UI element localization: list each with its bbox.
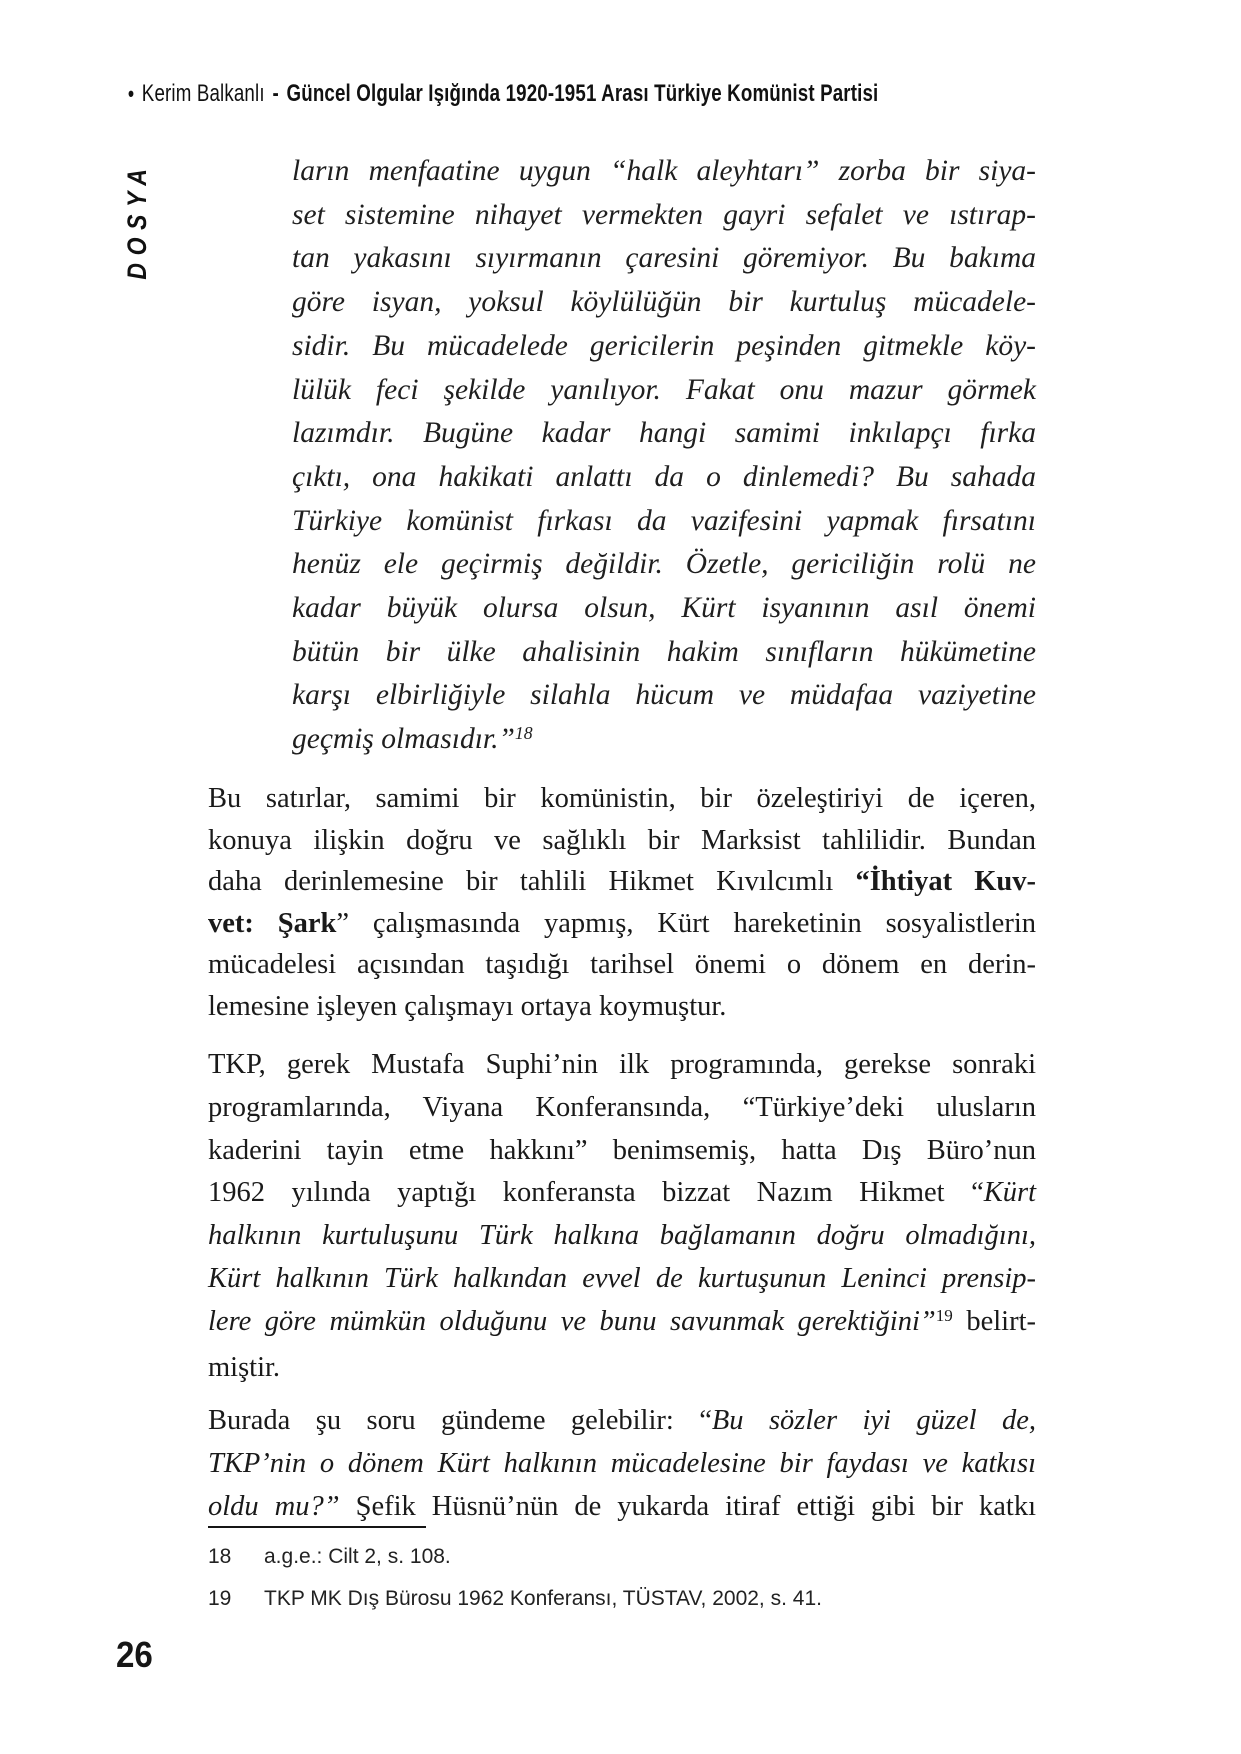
text-segment: 19: [935, 1306, 953, 1326]
text-segment: ların menfaatine uygun “halk aleyhtarı” zorba bir siya-: [292, 155, 1036, 187]
text-segment: Kürt: [983, 1177, 1036, 1209]
text-segment: Bu satırlar, samimi bir komünistin, bir özeleştiriyi de içeren,: [208, 783, 1036, 814]
text-segment: çıktı, ona hakikati anlattı da o dinlemedi? Bu sahada: [292, 460, 1036, 493]
text-segment: vet: Şark: [208, 907, 337, 939]
text-segment: henüz ele geçirmiş değildir. Özetle, gericiliğin rolü ne: [292, 548, 1036, 581]
footnote-text: a.g.e.: Cilt 2, s. 108.: [264, 1545, 451, 1568]
footnote-row: [208, 1578, 1036, 1620]
footnote-text: TKP MK Dış Bürosu 1962 Konferansı, TÜSTAV, 2002, s. 41.: [264, 1587, 822, 1610]
page-number: 26: [116, 1634, 153, 1675]
text-segment: Bu sözler iyi güzel de,: [711, 1405, 1036, 1436]
text-segment: 18: [514, 723, 533, 744]
text-line: [208, 1443, 1036, 1486]
text-line: [292, 587, 1036, 631]
footnote-row: [208, 1536, 1036, 1578]
text-line: [292, 412, 1036, 456]
text-segment: göre isyan, yoksul köylülüğün bir kurtuluş mücadele-: [292, 286, 1036, 319]
text-segment: daha derinlemesine bir tahlili Hikmet Kıvılcımlı: [208, 866, 856, 898]
text-segment: kaderini tayin etme hakkını” benimsemiş, hatta Dış Büro’nun: [208, 1134, 1036, 1166]
text-line: [208, 778, 1036, 820]
text-segment: geçmiş olmasıdır.”: [292, 723, 515, 756]
paragraph-2: [208, 1044, 1036, 1389]
footnote-separator: [208, 1526, 426, 1528]
text-segment: TKP’nin o dönem Kürt halkının mücadelesine bir faydası ve katkısı: [208, 1447, 1036, 1479]
header-bullet-icon: •: [128, 81, 135, 106]
text-line: [208, 986, 1036, 1028]
text-line: [208, 1215, 1036, 1258]
text-segment: programlarında, Viyana Konferansında, “Türkiye’deki ulusların: [208, 1091, 1036, 1123]
text-line: [292, 369, 1036, 413]
text-line: [292, 194, 1036, 238]
paragraph-3: [208, 1400, 1036, 1528]
text-line: [208, 903, 1036, 945]
text-segment: kadar büyük olursa olsun, Kürt isyanının asıl önemi: [292, 592, 1036, 625]
text-segment: lülük feci şekilde yanılıyor. Fakat onu mazur görmek: [292, 373, 1036, 406]
text-line: [292, 631, 1036, 675]
text-segment: halkının kurtuluşunu Türk halkına bağlamanın doğru olmadığını,: [208, 1220, 1036, 1252]
text-segment: Türkiye komünist fırkası da vazifesini yapmak fırsatını: [292, 504, 1036, 537]
text-segment: oldu mu?”: [208, 1490, 340, 1522]
text-segment: Kürt halkının Türk halkından evvel de kurtuşunun Leninci prensip-: [208, 1262, 1036, 1294]
sidebar-section-label: [119, 129, 155, 311]
text-line: [208, 1301, 1036, 1347]
block-quote: [292, 150, 1036, 765]
header-dash: -: [272, 80, 279, 107]
text-line: [208, 1486, 1036, 1529]
running-header: [128, 80, 878, 108]
text-line: [292, 281, 1036, 325]
text-segment: miştir.: [208, 1351, 281, 1383]
text-segment: 1962 yılında yaptığı konferansta bizzat Nazım Hikmet “: [208, 1177, 984, 1209]
text-line: [208, 1172, 1036, 1215]
footnote-number: 19: [208, 1587, 232, 1610]
text-line: [292, 543, 1036, 587]
text-segment: lemesine işleyen çalışmayı ortaya koymuştur.: [208, 990, 727, 1022]
text-line: [292, 456, 1036, 500]
text-segment: TKP, gerek Mustafa Suphi’nin ilk programında, gerekse sonraki: [208, 1049, 1036, 1080]
text-line: [208, 820, 1036, 862]
text-segment: lazımdır. Bugüne kadar hangi samimi inkılapçı fırka: [292, 417, 1036, 450]
paragraph-1: [208, 778, 1036, 1028]
text-segment: Burada şu soru gündeme gelebilir: “: [208, 1405, 712, 1436]
text-line: [208, 1347, 1036, 1390]
footnotes: [208, 1536, 1036, 1620]
text-segment: Şefik Hüsnü’nün de yukarda itiraf ettiği gibi bir katkı: [339, 1490, 1037, 1522]
text-line: [208, 1044, 1036, 1087]
text-segment: set sistemine nihayet vermekten gayri sefalet ve ıstırap-: [292, 198, 1036, 231]
text-segment: mücadelesi açısından taşıdığı tarihsel önemi o dönem en derin-: [208, 949, 1036, 981]
header-book-title: Güncel Olgular Işığında 1920-1951 Arası Türkiye Komünist Partisi: [286, 80, 879, 107]
text-segment: lere göre mümkün olduğunu ve bunu savunmak gerektiğini”: [208, 1305, 936, 1337]
text-line: [292, 674, 1036, 718]
text-line: [208, 1130, 1036, 1173]
text-segment: konuya ilişkin doğru ve sağlıklı bir Marksist tahlilidir. Bundan: [208, 824, 1036, 856]
text-line: [292, 150, 1036, 194]
text-line: [292, 325, 1036, 369]
footnote-number: 18: [208, 1545, 232, 1568]
text-line: [208, 1258, 1036, 1301]
text-segment: ” çalışmasında yapmış, Kürt hareketinin sosyalistlerin: [336, 907, 1036, 939]
text-line: [208, 861, 1036, 903]
text-segment: bütün bir ülke ahalisinin hakim sınıfların hükümetine: [292, 635, 1036, 668]
text-line: [292, 718, 1036, 765]
text-segment: “İhtiyat Kuv-: [855, 866, 1036, 898]
text-line: [292, 500, 1036, 544]
sidebar-section-label-text: DOSYA: [122, 160, 152, 280]
text-line: [292, 237, 1036, 281]
header-author: Kerim Balkanlı: [141, 80, 265, 107]
text-segment: karşı elbirliğiyle silahla hücum ve müdafaa vaziyetine: [292, 679, 1036, 712]
text-line: [208, 1087, 1036, 1130]
text-segment: belirt-: [952, 1305, 1036, 1337]
text-line: [208, 944, 1036, 986]
text-line: [208, 1400, 1036, 1443]
text-segment: sidir. Bu mücadelede gericilerin peşinden gitmekle köy-: [292, 329, 1036, 362]
text-segment: tan yakasını sıyırmanın çaresini göremiyor. Bu bakıma: [292, 242, 1036, 275]
